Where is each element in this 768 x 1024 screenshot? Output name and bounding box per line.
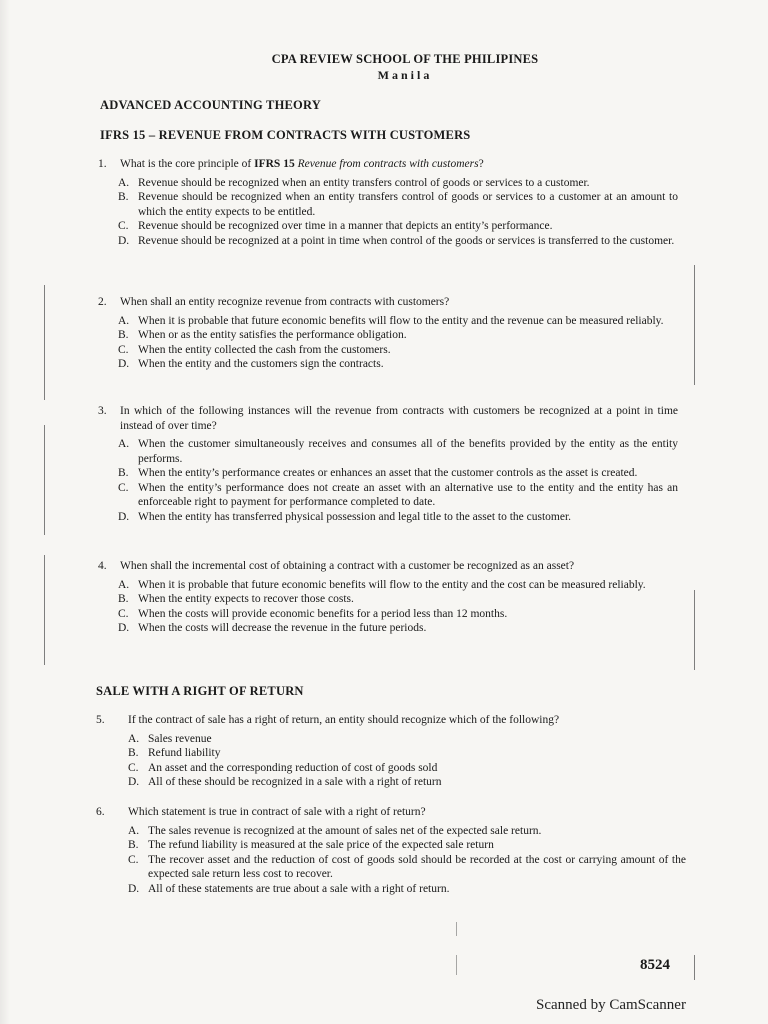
question-number: 1.: [98, 158, 107, 170]
question-4: [98, 559, 678, 636]
answer-options: [128, 732, 686, 790]
option-d: D. All of these should be recognized in a sale with a right of return: [128, 776, 442, 788]
option-d: D. Revenue should be recognized at a point in time when control of the goods or services is transferred to the customer.: [118, 234, 675, 247]
question-number: 4.: [98, 560, 107, 572]
question-number: 3.: [98, 405, 107, 417]
option-b: B. When or as the entity satisfies the performance obligation.: [118, 329, 407, 341]
school-name: CPA REVIEW SCHOOL OF THE PHILIPINES: [271, 52, 539, 66]
scanner-watermark: Scanned by CamScanner: [536, 997, 686, 1013]
question-1: [98, 157, 678, 248]
option-a: A. When it is probable that future economic benefits will flow to the entity and the revenue can be measured reliably.: [118, 314, 664, 327]
answer-options: [118, 314, 678, 372]
question-text: In which of the following instances will the revenue from contracts with customers be recognized at a point in time instead of over time?: [120, 405, 678, 432]
question-text: When shall an entity recognize revenue from contracts with customers?: [120, 296, 450, 308]
scan-artifact-line: [694, 590, 695, 670]
question-text: When shall the incremental cost of obtaining a contract with a customer be recognized as an asset?: [120, 560, 575, 572]
section-title-right-of-return: SALE WITH A RIGHT OF RETURN: [96, 684, 304, 698]
scan-artifact-line: [44, 555, 45, 665]
option-b: B. The refund liability is measured at the sale price of the expected sale return: [128, 839, 494, 851]
scan-artifact-line: [44, 285, 45, 400]
answer-options: [118, 578, 678, 636]
question-number: 5.: [96, 714, 105, 726]
scan-shadow-left: [0, 0, 10, 1024]
option-c: C. Revenue should be recognized over time in a manner that depicts an entity’s performance.: [118, 220, 553, 232]
option-c: C. When the entity collected the cash from the customers.: [118, 343, 391, 356]
option-a: A. When the customer simultaneously receives and consumes all of the benefits provided by the entity as the entity performs.: [118, 438, 678, 465]
option-d: D. When the entity has transferred physical possession and legal title to the asset to the customer.: [118, 510, 572, 523]
scan-artifact-line: [44, 425, 45, 535]
section-title-ifrs15: IFRS 15 – REVENUE FROM CONTRACTS WITH CUSTOMERS: [100, 128, 471, 142]
option-a: A. Revenue should be recognized when an entity transfers control of goods or services to a customer.: [118, 176, 590, 189]
question-number: 2.: [98, 296, 107, 308]
scan-artifact-line: [456, 922, 457, 936]
question-text: Which statement is true in contract of sale with a right of return?: [128, 806, 426, 818]
option-a: A. When it is probable that future economic benefits will flow to the entity and the cost can be measured reliably.: [118, 578, 646, 591]
option-c: C. When the entity’s performance does not create an asset with an alternative use to the entity and the entity has an enforceable right to payment for performance completed to date.: [118, 481, 678, 508]
answer-options: [118, 437, 678, 524]
option-b: B. When the entity’s performance creates or enhances an asset that the customer controls as the asset is created.: [118, 467, 638, 479]
option-b: B. Refund liability: [128, 747, 221, 759]
option-c: C. An asset and the corresponding reduction of cost of goods sold: [128, 761, 438, 774]
subject-title: ADVANCED ACCOUNTING THEORY: [100, 98, 321, 112]
question-text: If the contract of sale has a right of return, an entity should recognize which of the following?: [128, 714, 560, 726]
question-5: [96, 713, 686, 790]
option-c: C. When the costs will provide economic benefits for a period less than 12 months.: [118, 607, 508, 620]
question-3: [98, 404, 678, 524]
option-a: A. The sales revenue is recognized at the amount of sales net of the expected sale return.: [128, 824, 542, 837]
option-b: B. Revenue should be recognized when an entity transfers control of goods or services to a customer at an amount to which the entity expects to be entitled.: [118, 191, 678, 218]
answer-options: [118, 176, 678, 249]
option-c: C. The recover asset and the reduction of cost of goods sold should be recorded at the cost or carrying amount of the expected sale return less cost to recover.: [128, 853, 686, 880]
option-d: D. When the entity and the customers sign the contracts.: [118, 358, 384, 370]
option-d: D. When the costs will decrease the revenue in the future periods.: [118, 622, 427, 634]
question-6: [96, 805, 686, 896]
question-2: [98, 295, 678, 372]
option-a: A. Sales revenue: [128, 732, 212, 745]
scan-artifact-line: [694, 955, 695, 980]
question-text: What is the core principle of IFRS 15 Revenue from contracts with customers?: [120, 158, 484, 170]
option-b: B. When the entity expects to recover those costs.: [118, 593, 354, 605]
scan-artifact-line: [694, 265, 695, 385]
answer-options: [128, 824, 686, 897]
question-number: 6.: [96, 806, 105, 818]
option-d: D. All of these statements are true about a sale with a right of return.: [128, 882, 450, 895]
school-city: Manila: [377, 68, 433, 82]
page-number: 8524: [640, 957, 670, 973]
scan-artifact-line: [456, 955, 457, 975]
